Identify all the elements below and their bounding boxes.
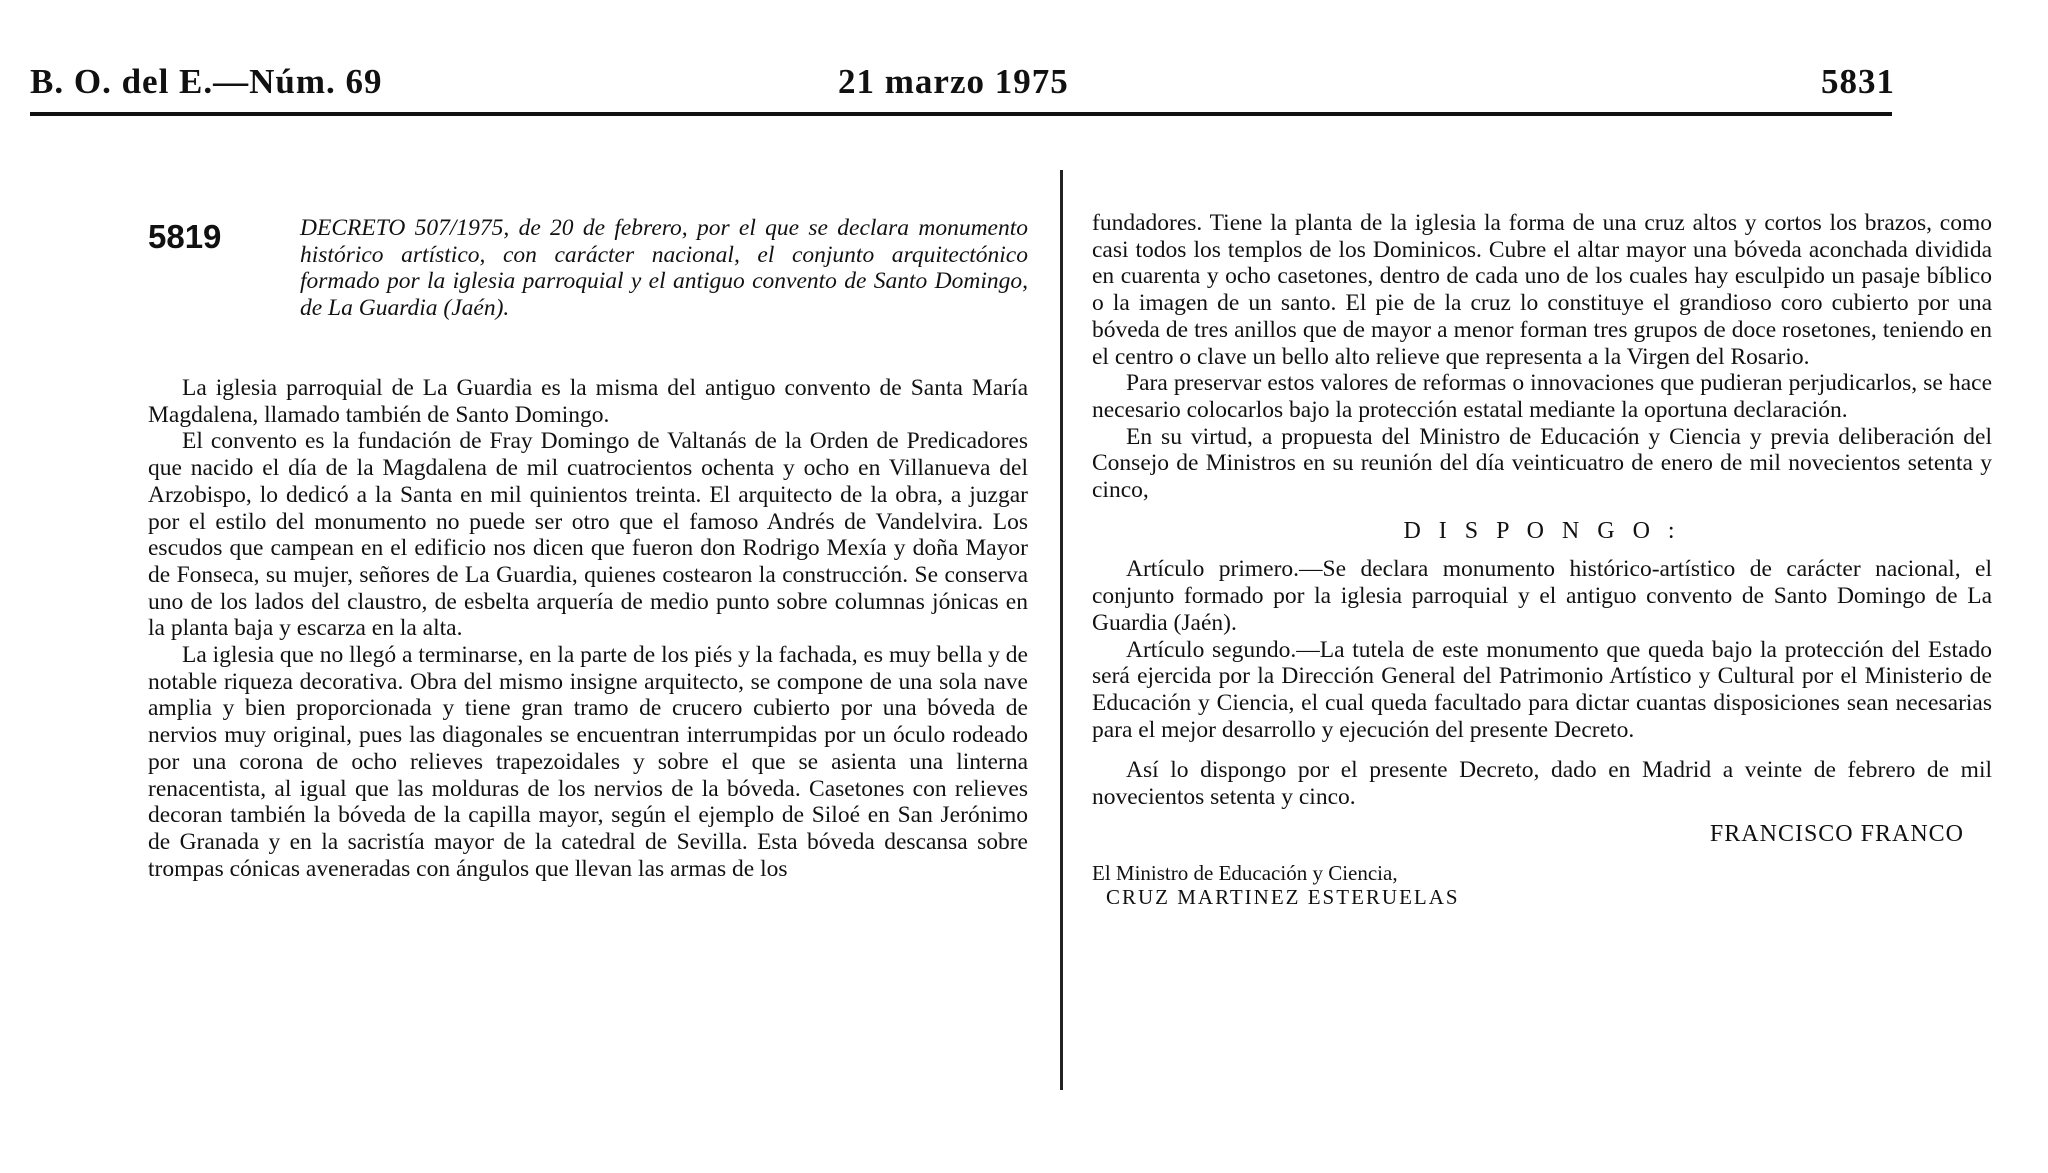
right-paragraph-3: En su virtud, a propuesta del Ministro de Educación y Ciencia y previa deliberación del Consejo de Ministros en su reunión del día veinticuatro de enero de mil novecientos setenta y cinco, bbox=[1092, 423, 1992, 504]
right-paragraph-2: Para preservar estos valores de reformas o innovaciones que pudieran perjudicarlos, se hace necesario colocarlos bajo la protección estatal mediante la oportuna declaración. bbox=[1092, 370, 1992, 423]
right-paragraph-1: fundadores. Tiene la planta de la iglesia la forma de una cruz altos y cortos los brazos, como casi todos los templos de los Dominicos. Cubre el altar mayor una bóveda aconchada dividida en cuarenta y ocho casetones, dentro de cada uno de los cuales hay esculpido un pasaje bíblico o la imagen de un santo. El pie de la cruz lo constituye el grandioso coro cubierto por una bóveda de tres anillos que de mayor a menor forman tres grupos de doce rosetones, teniendo en el centro o clave un bello alto relieve que representa a la Virgen del Rosario. bbox=[1092, 210, 1992, 370]
header-date: 21 marzo 1975 bbox=[838, 62, 1069, 101]
header-rule bbox=[30, 112, 1892, 116]
decree-title: DECRETO 507/1975, de 20 de febrero, por el que se declara monumento histórico artístico, con carácter nacional, el conjunto arquitectónico formado por la iglesia parroquial y el antiguo convento de Santo Domingo, de La Guardia (Jaén). bbox=[300, 215, 1028, 321]
left-paragraph-3: La iglesia que no llegó a terminarse, en la parte de los piés y la fachada, es muy bella y de notable riqueza decorativa. Obra del mismo insigne arquitecto, se compone de una sola nave amplia y bien proporcionada y tiene gran tramo de crucero cubierto por una bóveda de nervios muy original, pues las diagonales se encuentran interrumpidas por un óculo rodeado por una corona de ocho relieves trapezoidales y sobre el que se asienta una linterna renacentista, al igual que las molduras de los nervios de la bóveda. Casetones con relieves decoran también la bóveda de la capilla mayor, según el ejemplo de Siloé en San Jerónimo de Granada y en la sacristía mayor de la catedral de Sevilla. Esta bóveda descansa sobre trompas cónicas aveneradas con ángulos que llevan las armas de los bbox=[148, 642, 1028, 882]
header-page-number: 5831 bbox=[1821, 62, 1895, 101]
dispongo-heading: D I S P O N G O : bbox=[1403, 517, 1681, 544]
minister-title: El Ministro de Educación y Ciencia, bbox=[1092, 861, 1398, 886]
page-header bbox=[30, 62, 1895, 112]
decree-number: 5819 bbox=[148, 218, 222, 255]
article-second: Artículo segundo.—La tutela de este monumento que queda bajo la protección del Estado será ejercida por la Dirección General del Patrimonio Artístico y Cultural por el Ministerio de Educación y Ciencia, el cual queda facultado para dictar cuantas disposiciones sean necesarias para el mejor desarrollo y ejecución del presente Decreto. bbox=[1092, 636, 1992, 743]
article-first: Artículo primero.—Se declara monumento histórico-artístico de carácter nacional, el conjunto formado por la iglesia parroquial y el antiguo convento de Santo Domingo de La Guardia (Jaén). bbox=[1092, 556, 1992, 636]
minister-name: CRUZ MARTINEZ ESTERUELAS bbox=[1106, 885, 1460, 910]
left-paragraph-1: La iglesia parroquial de La Guardia es la misma del antiguo convento de Santa María Magdalena, llamado también de Santo Domingo. bbox=[148, 375, 1028, 428]
left-paragraph-2: El convento es la fundación de Fray Domingo de Valtanás de la Orden de Predicadores que nacido el día de la Magdalena de mil cuatrocientos ochenta y ocho en Villanueva del Arzobispo, lo dedicó a la Santa en mil quinientos treinta. El arquitecto de la obra, a juzgar por el estilo del monumento no puede ser otro que el famoso Andrés de Vandelvira. Los escudos que campean en el edificio nos dicen que fueron don Rodrigo Mexía y doña Mayor de Fonseca, su mujer, señores de La Guardia, quienes costearon la construcción. Se conserva uno de los lados del claustro, de esbelta arquería de medio punto sobre columnas jónicas en la planta baja y escarza en la alta. bbox=[148, 428, 1028, 642]
closing-paragraph: Así lo dispongo por el presente Decreto, dado en Madrid a veinte de febrero de mil novecientos setenta y cinco. bbox=[1092, 757, 1992, 811]
left-column bbox=[148, 375, 1028, 882]
minister-block bbox=[1092, 861, 1992, 909]
spacer bbox=[1092, 743, 1992, 757]
header-publication: B. O. del E.—Núm. 69 bbox=[30, 62, 383, 101]
column-divider bbox=[1060, 170, 1063, 1090]
right-column bbox=[1092, 210, 1992, 909]
signature: FRANCISCO FRANCO bbox=[1709, 820, 1964, 847]
